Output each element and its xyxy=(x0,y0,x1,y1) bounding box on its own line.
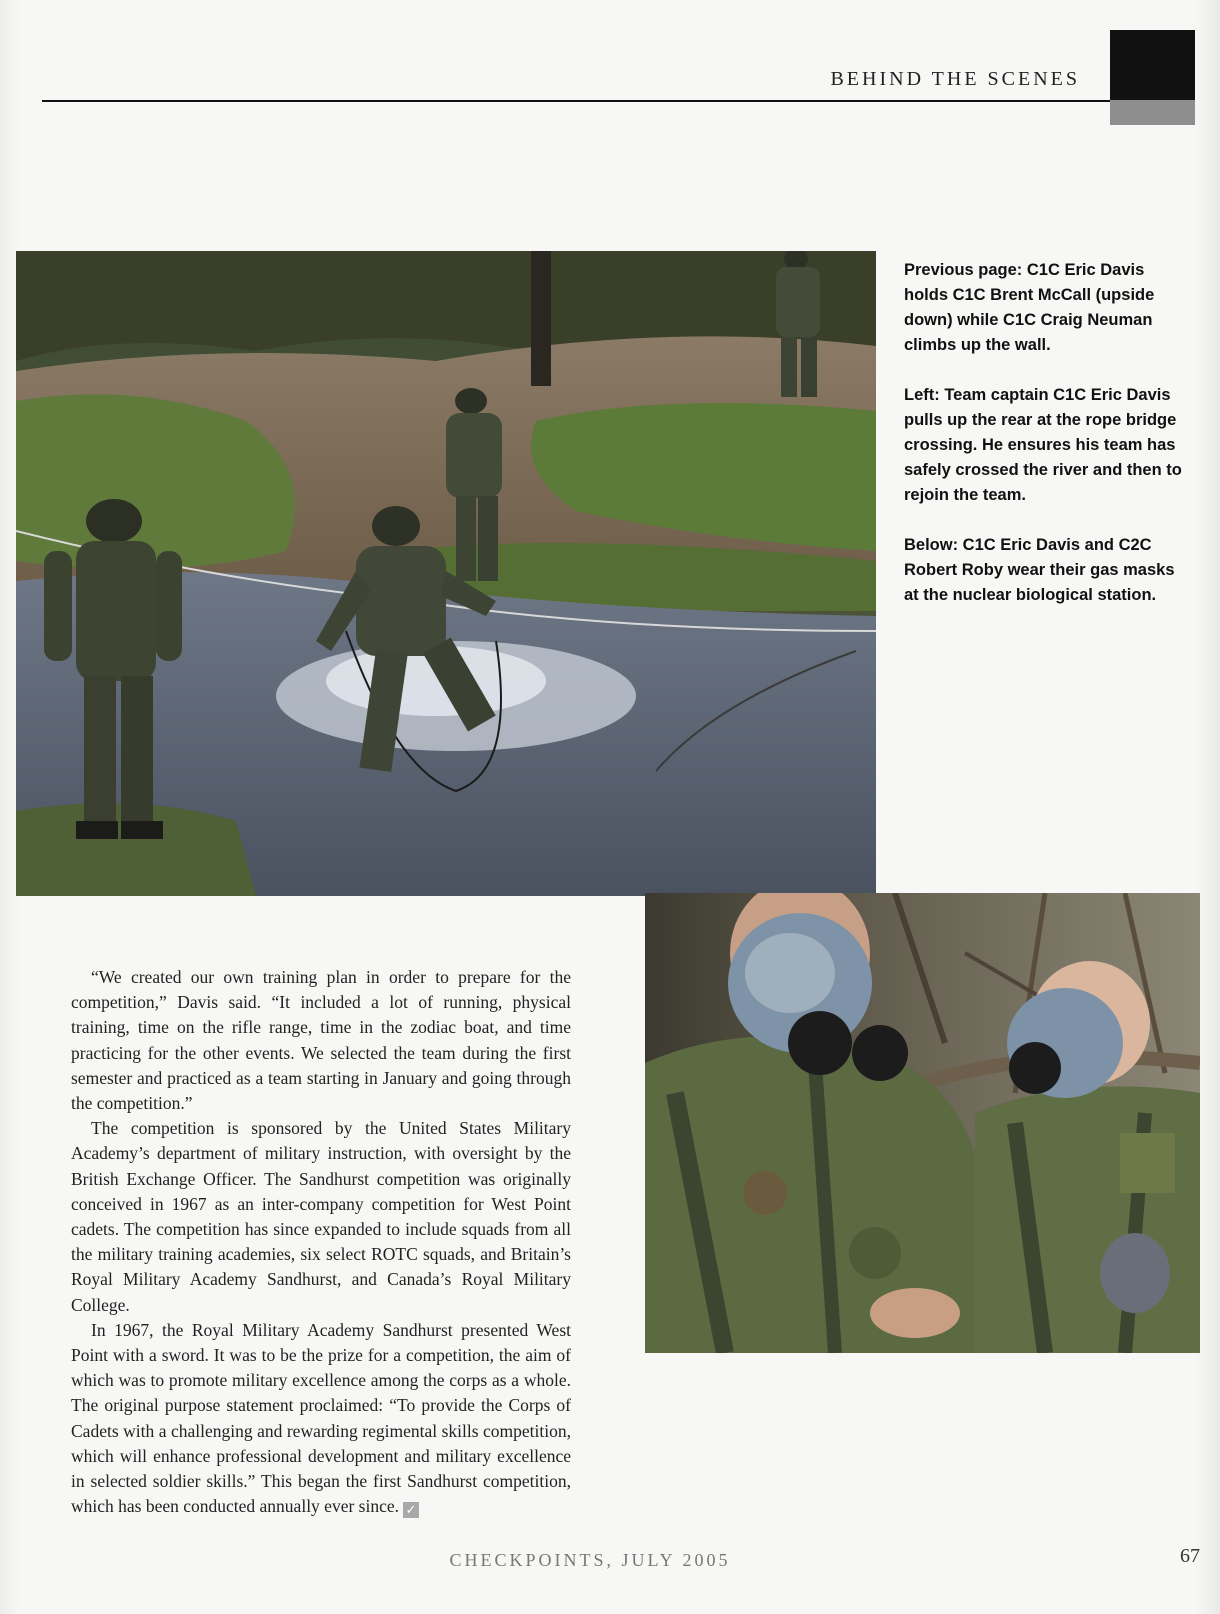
caption-below: Below: C1C Eric Davis and C2C Robert Roby wear their gas masks at the nuclear biological station. xyxy=(904,536,1175,604)
caption-left: Left: Team captain C1C Eric Davis pulls up the rear at the rope bridge crossing. He ensures his team has safely crossed the river and then to rejoin the team. xyxy=(904,386,1182,504)
article-paragraph-text: The competition is sponsored by the United States Military Academy’s department of military instruction, with oversight by the British Exchange Officer. The Sandhurst competition was originally conceived in 1967 as an inter-company competition for West Point cadets. The competition has since expanded to include squads from all the military training academies, six select ROTC squads, and Britain’s Royal Military Academy Sandhurst, and Canada’s Royal Military College. xyxy=(71,1118,571,1315)
publication-footer: CHECKPOINTS, JULY 2005 xyxy=(449,1550,731,1570)
section-label: BEHIND THE SCENES xyxy=(830,68,1080,90)
article-paragraph xyxy=(71,1116,571,1318)
article-body xyxy=(71,965,571,1519)
photo-captions xyxy=(904,258,1184,633)
header-rule xyxy=(42,100,1110,102)
gas-mask-illustration xyxy=(645,893,1200,1353)
river-crossing-illustration xyxy=(16,251,876,896)
river-crossing-photo xyxy=(16,251,876,896)
gas-mask-photo xyxy=(645,893,1200,1353)
end-mark-icon: ✓ xyxy=(403,1502,419,1518)
article-paragraph xyxy=(71,1318,571,1520)
page-number: 67 xyxy=(1180,1545,1200,1567)
article-paragraph-text: In 1967, the Royal Military Academy Sandhurst presented West Point with a sword. It was to be the prize for a competition, the aim of which was to promote military excellence among the corps as a whole. The original purpose statement proclaimed: “To provide the Corps of Cadets with a challenging and rewarding regimental skills competition, which will enhance professional development and military excellence in selected soldier skills.” This began the first Sandhurst competition, which has been conducted annually ever since. xyxy=(71,1319,571,1517)
article-paragraph: “We created our own training plan in order to prepare for the competition,” Davis said. “It included a lot of running, physical training, time on the rifle range, time in the zodiac boat, and time practicing for the other events. We selected the team during the first semester and practiced as a team starting in January and going through the competition.” xyxy=(71,967,571,1114)
caption-previous-page: Previous page: C1C Eric Davis holds C1C Brent McCall (upside down) while C1C Craig Neuman climbs up the wall. xyxy=(904,261,1155,354)
header-block-dark xyxy=(1110,30,1195,100)
header-color-block xyxy=(1110,30,1195,125)
header-block-gray xyxy=(1110,100,1195,125)
